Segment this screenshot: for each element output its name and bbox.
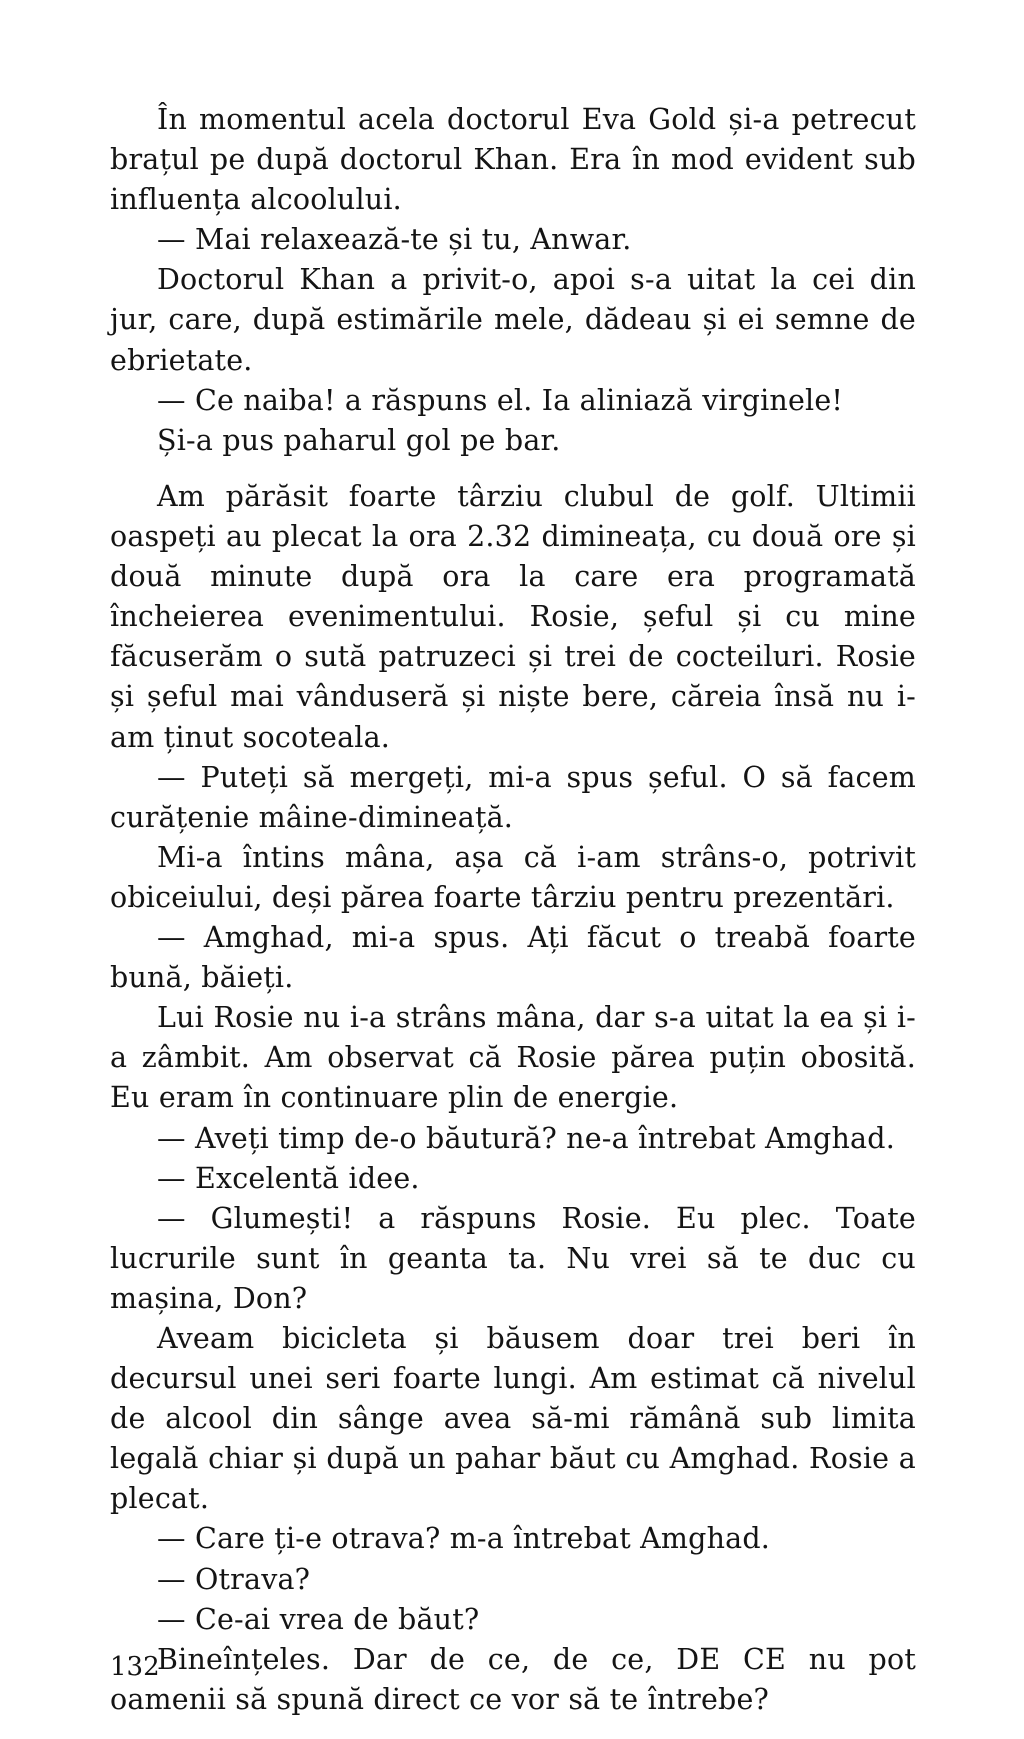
dialogue-line: — Amghad, mi-a spus. Ați făcut o treabă foarte bună, băieți.: [110, 921, 916, 995]
text-section-2: [110, 477, 916, 1720]
paragraph: Mi-a întins mâna, așa că i-am strâns-o, potrivit obiceiului, deși părea foarte târziu pentru prezentări.: [110, 840, 916, 914]
paragraph: Bineînțeles. Dar de ce, de ce, DE CE nu pot oamenii să spună direct ce vor să te întrebe?: [110, 1642, 916, 1716]
dialogue-line: — Ce naiba! a răspuns el. Ia aliniază virginele!: [157, 383, 844, 417]
dialogue-line: — Mai relaxează-te și tu, Anwar.: [157, 223, 632, 257]
paragraph: Doctorul Khan a privit-o, apoi s-a uitat la cei din jur, care, după estimările mele, dădeau și ei semne de ebrietate.: [110, 263, 916, 377]
dialogue-line: — Otrava?: [157, 1562, 311, 1596]
dialogue-line: — Glumești! a răspuns Rosie. Eu plec. Toate lucrurile sunt în geanta ta. Nu vrei să te duc cu mașina, Don?: [110, 1201, 916, 1315]
dialogue-line: — Aveți timp de-o băutură? ne-a întrebat Amghad.: [157, 1121, 895, 1155]
paragraph: Lui Rosie nu i-a strâns mâna, dar s-a uitat la ea și i-a zâmbit. Am observat că Rosie părea puțin obosită. Eu eram în continuare plin de energie.: [110, 1001, 916, 1115]
dialogue-line: — Excelentă idee.: [157, 1161, 420, 1195]
text-section-1: [110, 100, 916, 461]
paragraph: În momentul acela doctorul Eva Gold și-a petrecut brațul pe după doctorul Khan. Era în mod evident sub influența alcoolului.: [110, 103, 916, 217]
dialogue-line: — Care ți-e otrava? m-a întrebat Amghad.: [157, 1522, 771, 1556]
page-number: 132: [110, 1652, 160, 1682]
paragraph: Am părăsit foarte târziu clubul de golf. Ultimii oaspeți au plecat la ora 2.32 dimineața, cu două ore și două minute după ora la care era programată încheierea evenimentului. Rosie, șeful și cu mine făcuserăm o sută patruzeci și trei de cocteiluri. Rosie și șeful mai vânduseră și niște bere, căreia însă nu i-am ținut socoteala.: [110, 480, 916, 754]
dialogue-line: — Ce-ai vrea de băut?: [157, 1602, 480, 1636]
dialogue-line: — Puteți să mergeți, mi-a spus șeful. O să facem curățenie mâine-dimineață.: [110, 760, 916, 834]
paragraph: Și-a pus paharul gol pe bar.: [157, 423, 561, 457]
paragraph: Aveam bicicleta și băusem doar trei beri în decursul unei seri foarte lungi. Am estimat că nivelul de alcool din sânge avea să-mi rămână sub limita legală chiar și după un pahar băut cu Amghad. Rosie a plecat.: [110, 1321, 916, 1516]
